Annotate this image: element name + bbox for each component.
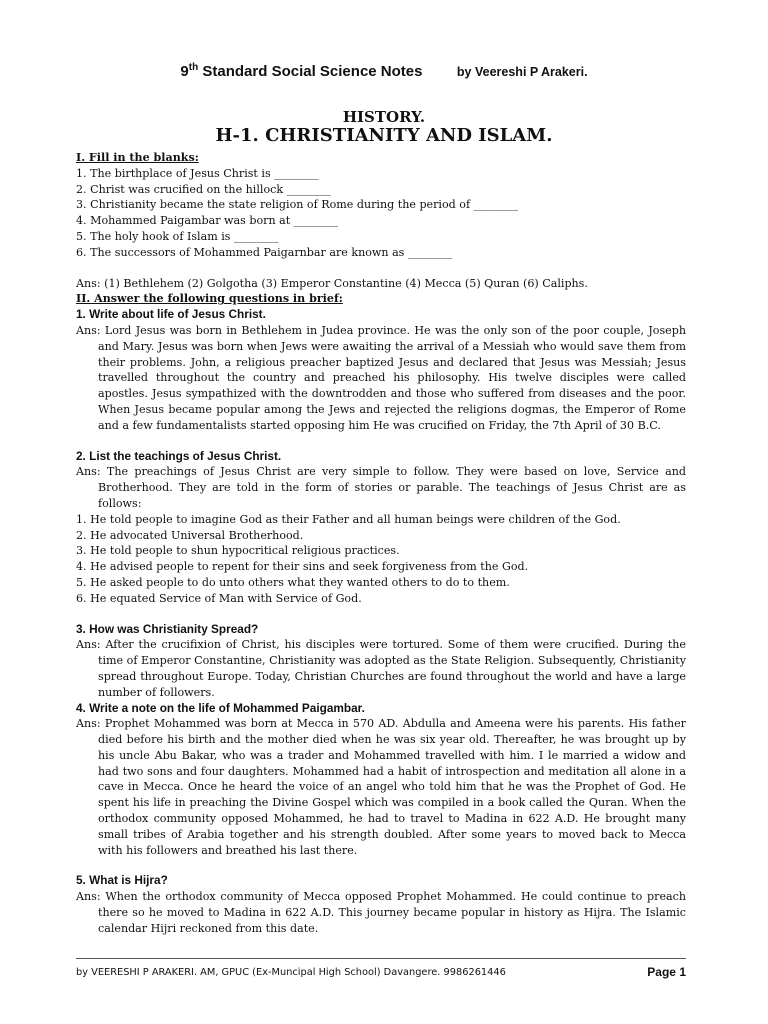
answer-2: Ans: The preachings of Jesus Christ are very simple to follow. They were based on love, Service and Brotherhood. They are told in the form of stories or parable. The teachings of Jesus Christ are as follows:	[76, 465, 686, 510]
question-3: 3. How was Christianity Spread?	[76, 621, 259, 636]
list-item: 3. He told people to shun hypocritical religious practices.	[76, 544, 400, 558]
title-rest: Standard Social Science Notes	[198, 63, 423, 80]
blank-item: 4. Mohammed Paigambar was born at ________	[76, 214, 339, 228]
header-author: by Veereshi P Arakeri.	[456, 65, 588, 79]
list-item: 6. He equated Service of Man with Service of God.	[76, 591, 362, 605]
blank-item: 6. The successors of Mohammed Paigarnbar are known as ________	[76, 245, 453, 259]
question-2: 2. List the teachings of Jesus Christ.	[76, 448, 282, 463]
list-item: 1. He told people to imagine God as their Father and all human beings were children of the God.	[76, 512, 621, 526]
notes-body	[76, 150, 686, 937]
blank-item: 2. Christ was crucified on the hillock ________	[76, 182, 331, 196]
question-5: 5. What is Hijra?	[76, 873, 168, 888]
question-4: 4. Write a note on the life of Mohammed Paigambar.	[76, 700, 365, 715]
list-item: 2. He advocated Universal Brotherhood.	[76, 528, 304, 542]
page-header	[0, 62, 768, 81]
blank-item: 1. The birthplace of Jesus Christ is ________	[76, 166, 319, 180]
answer-1: Ans: Lord Jesus was born in Bethlehem in Judea province. He was the only son of the poor couple, Joseph and Mary. Jesus was born when Jews were awaiting the arrival of a Messiah who would save them from their problems. John, a religious preacher baptized Jesus and declared that Jesus was Messiah; Jesus travelled throughout the country and preached his philosophy. His twelve disciples were called apostles. Jesus sympathized with the downtrodden and those who suffered from diseases and the poor. When Jesus became popular among the Jews and rejected the religions dogmas, the Emperor of Rome and a few fundamentalists started opposing him He was crucified on Friday, the 7th April of 30 B.C.	[76, 323, 686, 432]
blank-item: 3. Christianity became the state religion of Rome during the period of ________	[76, 198, 518, 212]
title-sup: th	[188, 62, 199, 73]
page-footer	[76, 958, 686, 979]
chapter-title: H-1. CHRISTIANITY AND ISLAM.	[215, 125, 553, 146]
header-title	[180, 63, 422, 80]
answer-5: Ans: When the orthodox community of Mecca opposed Prophet Mohammed. He could continue to preach there so he moved to Madina in 622 A.D. This journey became popular in history as Hijra. The Islamic calendar Hijri reckoned from this date.	[76, 890, 686, 935]
title-prefix: 9	[180, 63, 189, 80]
fill-blanks-answer: Ans: (1) Bethlehem (2) Golgotha (3) Emperor Constantine (4) Mecca (5) Quran (6) Caliphs.	[76, 276, 588, 290]
list-item: 4. He advised people to repent for their sins and seek forgiveness from the God.	[76, 560, 529, 574]
brief-heading: II. Answer the following questions in brief:	[76, 292, 343, 306]
answer-3: Ans: After the crucifixion of Christ, his disciples were tortured. Some of them were crucified. During the time of Emperor Constantine, Christianity was adopted as the State Religion. Subsequently, Christianity spread throughout Europe. Today, Christian Churches are found throughout the world and have a large number of followers.	[76, 638, 686, 699]
subject-heading: HISTORY.	[342, 108, 426, 126]
fill-blanks-heading: I. Fill in the blanks:	[76, 151, 199, 164]
list-item: 5. He asked people to do unto others what they wanted others to do to them.	[76, 575, 510, 589]
footer-text: by VEERESHI P ARAKERI. AM, GPUC (Ex-Muncipal High School) Davangere. 9986261446	[76, 967, 506, 978]
blank-item: 5. The holy hook of Islam is ________	[76, 229, 279, 243]
question-1: 1. Write about life of Jesus Christ.	[76, 307, 266, 322]
page-number: Page 1	[647, 965, 686, 979]
teachings-list	[76, 512, 686, 607]
answer-4: Ans: Prophet Mohammed was born at Mecca in 570 AD. Abdulla and Ameena were his parents. His father died before his birth and the mother died when he was six year old. Thereafter, he was brought up by his uncle Abu Bakar, who was a trader and Mohammed travelled with him. I le married a widow and had two sons and four daughters. Mohammed had a habit of introspection and meditation all alone in a cave in Mecca. Once he heard the voice of an angel who told him that he was the Prophet of God. He spent his life in preaching the Divine Gospel which was compiled in a book called the Quran. When the orthodox community opposed Mohammed, he had to travel to Madina in 622 A.D. He brought many small tribes of Arabia together and his strength doubled. After some years to moved back to Mecca with his followers and breathed his last there.	[76, 717, 686, 857]
